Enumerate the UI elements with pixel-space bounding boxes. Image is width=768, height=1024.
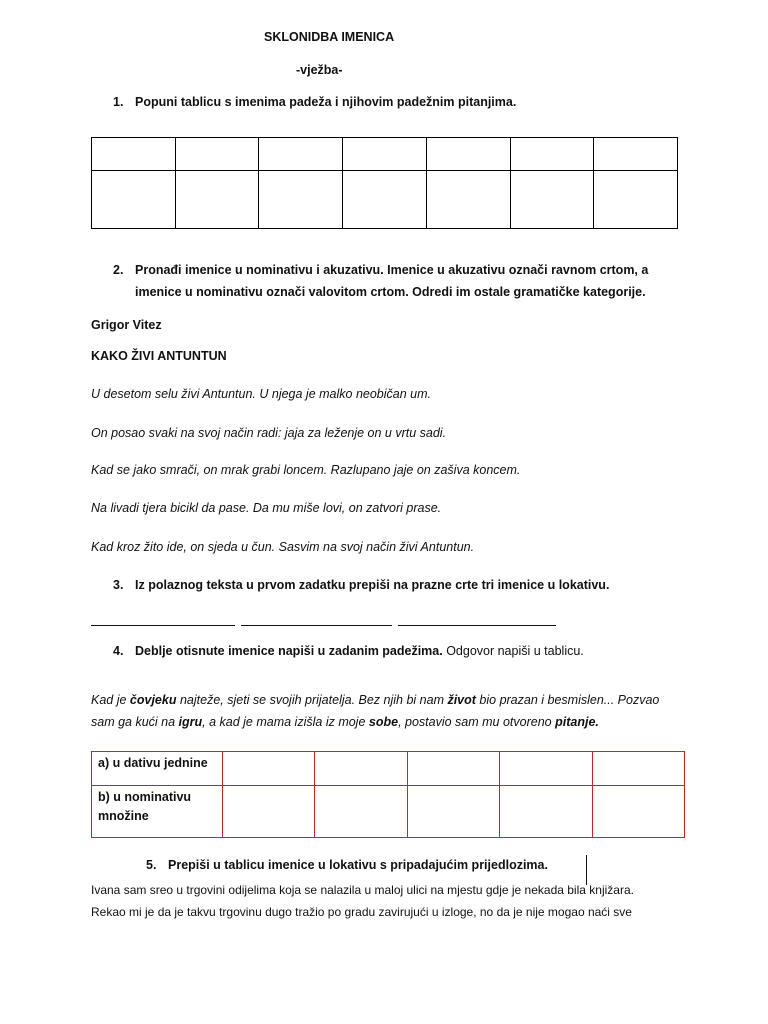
task-5-text-line-2: Rekao mi je da je takvu trgovinu dugo tražio po gradu zavirujući u izloge, no da je nije mogao naći sve bbox=[91, 905, 632, 919]
table-cell[interactable] bbox=[259, 171, 343, 229]
row-label-dative-singular: a) u dativu jednine bbox=[92, 752, 223, 786]
table-row bbox=[92, 138, 678, 171]
passage-bold-noun: pitanje. bbox=[555, 715, 599, 729]
task-5-number: 5. bbox=[146, 858, 157, 872]
passage-text: sam ga kući na bbox=[91, 715, 179, 729]
table-row bbox=[92, 171, 678, 229]
task-3-instruction bbox=[113, 578, 609, 592]
poem-line: Kad kroz žito ide, on sjeda u čun. Sasvim na svoj način živi Antuntun. bbox=[91, 540, 475, 554]
case-forms-table bbox=[91, 751, 685, 838]
task-4-instruction bbox=[113, 644, 584, 658]
case-names-table bbox=[91, 137, 678, 229]
passage-text: , a kad je mama izišla iz moje bbox=[202, 715, 369, 729]
table-cell[interactable] bbox=[510, 171, 594, 229]
task-4-text-bold: Deblje otisnute imenice napiši u zadanim padežima. bbox=[135, 644, 443, 658]
passage-text: najteže, sjeti se svojih prijatelja. Bez njih bi nam bbox=[176, 693, 448, 707]
passage-bold-noun: čovjeku bbox=[129, 693, 177, 707]
task-4-number: 4. bbox=[113, 644, 124, 658]
table-cell[interactable] bbox=[594, 171, 678, 229]
passage-bold-noun: igru bbox=[178, 715, 203, 729]
table-cell[interactable] bbox=[426, 138, 510, 171]
task-4-passage-line-1 bbox=[91, 693, 659, 707]
task-1-number: 1. bbox=[113, 95, 124, 109]
table-cell[interactable] bbox=[500, 786, 592, 838]
table-cell[interactable] bbox=[315, 786, 407, 838]
task-4-passage-line-2 bbox=[91, 715, 599, 729]
page-title: SKLONIDBA IMENICA bbox=[264, 30, 395, 44]
table-row bbox=[92, 752, 685, 786]
table-cell[interactable] bbox=[223, 786, 315, 838]
table-row bbox=[92, 786, 685, 838]
page-subtitle: -vježba- bbox=[296, 63, 343, 77]
task-3-text: Iz polaznog teksta u prvom zadatku prepiši na prazne crte tri imenice u lokativu. bbox=[135, 578, 610, 592]
table-cell[interactable] bbox=[223, 752, 315, 786]
passage-bold-noun: sobe bbox=[368, 715, 399, 729]
table-cell[interactable] bbox=[343, 138, 427, 171]
poem-line: Na livadi tjera bicikl da pase. Da mu miše lovi, on zatvori prase. bbox=[91, 501, 442, 515]
table-cell[interactable] bbox=[175, 138, 259, 171]
table-cell[interactable] bbox=[175, 171, 259, 229]
task-2-number: 2. bbox=[113, 263, 124, 277]
poem-line: U desetom selu živi Antuntun. U njega je malko neobičan um. bbox=[91, 387, 431, 401]
answer-blank-line[interactable] bbox=[91, 625, 235, 626]
task-2-instruction-line-1 bbox=[113, 263, 648, 277]
table-cell[interactable] bbox=[343, 171, 427, 229]
row-label-nominative-plural: b) u nominativu množine bbox=[92, 786, 223, 838]
task-1-text: Popuni tablicu s imenima padeža i njihovim padežnim pitanjima. bbox=[135, 95, 517, 109]
table-cell[interactable] bbox=[259, 138, 343, 171]
answer-blank-line[interactable] bbox=[241, 625, 392, 626]
table-cell[interactable] bbox=[500, 752, 592, 786]
passage-text: bio prazan i besmislen... Pozvao bbox=[475, 693, 660, 707]
poem-title: KAKO ŽIVI ANTUNTUN bbox=[91, 349, 227, 363]
passage-bold-noun: život bbox=[447, 693, 476, 707]
poem-line: Kad se jako smrači, on mrak grabi loncem. Razlupano jaje on zašiva koncem. bbox=[91, 463, 521, 477]
table-cell[interactable] bbox=[426, 171, 510, 229]
task-3-number: 3. bbox=[113, 578, 124, 592]
task-5-text-line-1: Ivana sam sreo u trgovini odijelima koja se nalazila u maloj ulici na mjestu gdje je nekada bila knjižara. bbox=[91, 883, 634, 897]
table-cell[interactable] bbox=[315, 752, 407, 786]
task-5-text: Prepiši u tablicu imenice u lokativu s pripadajućim prijedlozima. bbox=[168, 858, 548, 872]
table-cell[interactable] bbox=[92, 171, 176, 229]
task-2-text-line-1: Pronađi imenice u nominativu i akuzativu. Imenice u akuzativu označi ravnom crtom, a bbox=[135, 263, 649, 277]
table-cell[interactable] bbox=[407, 752, 499, 786]
task-1-instruction bbox=[113, 95, 516, 109]
table-cell[interactable] bbox=[407, 786, 499, 838]
text-cursor bbox=[586, 855, 587, 885]
table-cell[interactable] bbox=[92, 138, 176, 171]
table-cell[interactable] bbox=[594, 138, 678, 171]
passage-text: , postavio sam mu otvoreno bbox=[398, 715, 556, 729]
table-cell[interactable] bbox=[510, 138, 594, 171]
poem-line: On posao svaki na svoj način radi: jaja za leženje on u vrtu sadi. bbox=[91, 426, 447, 440]
answer-blank-line[interactable] bbox=[398, 625, 556, 626]
table-cell[interactable] bbox=[592, 752, 684, 786]
table-cell[interactable] bbox=[592, 786, 684, 838]
poem-author: Grigor Vitez bbox=[91, 318, 162, 332]
passage-text: Kad je bbox=[91, 693, 130, 707]
task-5-instruction bbox=[146, 858, 548, 872]
task-2-text-line-2: imenice u nominativu označi valovitom crtom. Odredi im ostale gramatičke kategorije. bbox=[135, 285, 646, 299]
task-4-text-normal: Odgovor napiši u tablicu. bbox=[442, 644, 584, 658]
